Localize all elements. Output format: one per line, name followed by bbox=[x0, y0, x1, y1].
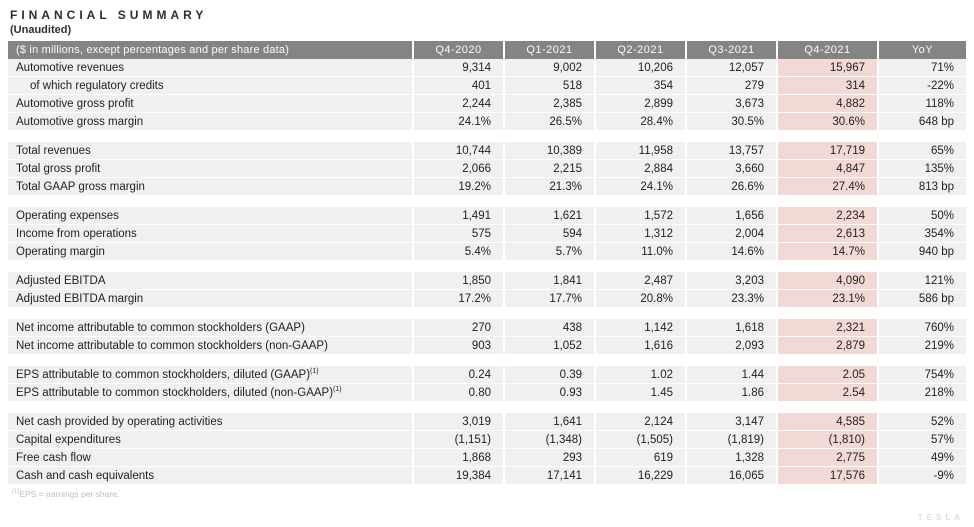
cell-value: 28.4% bbox=[596, 113, 687, 131]
section-gap bbox=[8, 261, 966, 272]
cell-value: 135% bbox=[879, 160, 966, 178]
cell-value: 14.7% bbox=[778, 243, 879, 261]
cell-value: 2,244 bbox=[414, 95, 505, 113]
cell-value: 1,328 bbox=[687, 449, 778, 467]
row-label: EPS attributable to common stockholders, diluted (non-GAAP)$^{(1)}$ bbox=[8, 384, 414, 402]
tesla-wordmark: TESLA bbox=[917, 513, 964, 522]
cell-value: 10,206 bbox=[596, 59, 687, 77]
column-header-q1-2021: Q1-2021 bbox=[505, 41, 596, 59]
cell-value: 594 bbox=[505, 225, 596, 243]
cell-value: 648 bp bbox=[879, 113, 966, 131]
cell-value: 65% bbox=[879, 142, 966, 160]
cell-value: 2,215 bbox=[505, 160, 596, 178]
cell-value: 619 bbox=[596, 449, 687, 467]
cell-value: -9% bbox=[879, 467, 966, 485]
section-gap bbox=[8, 196, 966, 207]
cell-value: 2,487 bbox=[596, 272, 687, 290]
table-row bbox=[8, 449, 966, 467]
cell-value: 1,841 bbox=[505, 272, 596, 290]
cell-value: 586 bp bbox=[879, 290, 966, 308]
row-label: Operating expenses bbox=[8, 207, 414, 225]
cell-value: 1,572 bbox=[596, 207, 687, 225]
cell-value: 2,234 bbox=[778, 207, 879, 225]
cell-value: 2.05 bbox=[778, 366, 879, 384]
cell-value: 17,141 bbox=[505, 467, 596, 485]
cell-value: 11,958 bbox=[596, 142, 687, 160]
cell-value: 17,576 bbox=[778, 467, 879, 485]
cell-value: 9,002 bbox=[505, 59, 596, 77]
cell-value: 1,142 bbox=[596, 319, 687, 337]
table-row bbox=[8, 319, 966, 337]
cell-value: 2,066 bbox=[414, 160, 505, 178]
row-label: Total gross profit bbox=[8, 160, 414, 178]
cell-value: 2,613 bbox=[778, 225, 879, 243]
cell-value: 27.4% bbox=[778, 178, 879, 196]
row-label: Income from operations bbox=[8, 225, 414, 243]
financial-summary-table bbox=[8, 41, 966, 485]
cell-value: (1,151) bbox=[414, 431, 505, 449]
cell-value: 438 bbox=[505, 319, 596, 337]
row-label: Adjusted EBITDA margin bbox=[8, 290, 414, 308]
cell-value: 0.80 bbox=[414, 384, 505, 402]
cell-value: 354% bbox=[879, 225, 966, 243]
cell-value: 50% bbox=[879, 207, 966, 225]
cell-value: 17.7% bbox=[505, 290, 596, 308]
section-gap bbox=[8, 131, 966, 142]
cell-value: 3,147 bbox=[687, 413, 778, 431]
cell-value: 21.3% bbox=[505, 178, 596, 196]
cell-value: 1,618 bbox=[687, 319, 778, 337]
cell-value: 314 bbox=[778, 77, 879, 95]
cell-value: 15,967 bbox=[778, 59, 879, 77]
cell-value: 813 bp bbox=[879, 178, 966, 196]
cell-value: (1,348) bbox=[505, 431, 596, 449]
cell-value: 16,229 bbox=[596, 467, 687, 485]
table-row bbox=[8, 142, 966, 160]
cell-value: (1,810) bbox=[778, 431, 879, 449]
cell-value: 4,585 bbox=[778, 413, 879, 431]
cell-value: 2,004 bbox=[687, 225, 778, 243]
section-gap bbox=[8, 308, 966, 319]
table-row bbox=[8, 160, 966, 178]
cell-value: 1,868 bbox=[414, 449, 505, 467]
footnote-text: EPS = earnings per share. bbox=[19, 489, 120, 499]
cell-value: 2.54 bbox=[778, 384, 879, 402]
table-row bbox=[8, 225, 966, 243]
cell-value: 24.1% bbox=[414, 113, 505, 131]
cell-value: 2,124 bbox=[596, 413, 687, 431]
cell-value: 354 bbox=[596, 77, 687, 95]
cell-value: 2,385 bbox=[505, 95, 596, 113]
cell-value: 1,312 bbox=[596, 225, 687, 243]
row-label: EPS attributable to common stockholders, diluted (GAAP)$^{(1)}$ bbox=[8, 366, 414, 384]
cell-value: 2,884 bbox=[596, 160, 687, 178]
cell-value: 1.02 bbox=[596, 366, 687, 384]
table-row bbox=[8, 431, 966, 449]
row-label: Free cash flow bbox=[8, 449, 414, 467]
row-label: Operating margin bbox=[8, 243, 414, 261]
cell-value: 1,621 bbox=[505, 207, 596, 225]
column-header-q4-2021: Q4-2021 bbox=[778, 41, 879, 59]
row-label: Cash and cash equivalents bbox=[8, 467, 414, 485]
column-header-q3-2021: Q3-2021 bbox=[687, 41, 778, 59]
table-body bbox=[8, 59, 966, 485]
footnote-superscript: (1) bbox=[12, 489, 20, 496]
page-title: FINANCIAL SUMMARY bbox=[10, 8, 208, 22]
cell-value: 26.6% bbox=[687, 178, 778, 196]
row-label: Total GAAP gross margin bbox=[8, 178, 414, 196]
row-label: of which regulatory credits bbox=[8, 77, 414, 95]
cell-value: 270 bbox=[414, 319, 505, 337]
cell-value: 19,384 bbox=[414, 467, 505, 485]
cell-value: 1,850 bbox=[414, 272, 505, 290]
cell-value: 293 bbox=[505, 449, 596, 467]
cell-value: 1,641 bbox=[505, 413, 596, 431]
cell-value: 14.6% bbox=[687, 243, 778, 261]
table-row bbox=[8, 337, 966, 355]
cell-value: 118% bbox=[879, 95, 966, 113]
table-header-label: ($ in millions, except percentages and per share data) bbox=[8, 41, 414, 59]
cell-value: 17.2% bbox=[414, 290, 505, 308]
row-label: Net income attributable to common stockholders (non-GAAP) bbox=[8, 337, 414, 355]
cell-value: 218% bbox=[879, 384, 966, 402]
cell-value: 1,656 bbox=[687, 207, 778, 225]
cell-value: 760% bbox=[879, 319, 966, 337]
cell-value: 940 bp bbox=[879, 243, 966, 261]
cell-value: 2,093 bbox=[687, 337, 778, 355]
cell-value: 12,057 bbox=[687, 59, 778, 77]
table-row bbox=[8, 243, 966, 261]
cell-value: 4,847 bbox=[778, 160, 879, 178]
row-label: Automotive revenues bbox=[8, 59, 414, 77]
cell-value: 575 bbox=[414, 225, 505, 243]
cell-value: 0.93 bbox=[505, 384, 596, 402]
cell-value: 4,090 bbox=[778, 272, 879, 290]
cell-value: 754% bbox=[879, 366, 966, 384]
table-row bbox=[8, 113, 966, 131]
cell-value: -22% bbox=[879, 77, 966, 95]
cell-value: 23.3% bbox=[687, 290, 778, 308]
section-gap bbox=[8, 402, 966, 413]
table-row bbox=[8, 467, 966, 485]
column-header-q2-2021: Q2-2021 bbox=[596, 41, 687, 59]
row-label: Total revenues bbox=[8, 142, 414, 160]
cell-value: 26.5% bbox=[505, 113, 596, 131]
row-label: Net cash provided by operating activities bbox=[8, 413, 414, 431]
page-subtitle: (Unaudited) bbox=[10, 24, 72, 36]
row-label: Automotive gross profit bbox=[8, 95, 414, 113]
cell-value: 19.2% bbox=[414, 178, 505, 196]
cell-value: 2,899 bbox=[596, 95, 687, 113]
table-row bbox=[8, 77, 966, 95]
table-row bbox=[8, 178, 966, 196]
row-label: Automotive gross margin bbox=[8, 113, 414, 131]
cell-value: 49% bbox=[879, 449, 966, 467]
cell-value: 2,879 bbox=[778, 337, 879, 355]
cell-value: 3,203 bbox=[687, 272, 778, 290]
cell-value: 279 bbox=[687, 77, 778, 95]
table-header-row bbox=[8, 41, 966, 59]
table-row bbox=[8, 272, 966, 290]
column-header-q4-2020: Q4-2020 bbox=[414, 41, 505, 59]
cell-value: 16,065 bbox=[687, 467, 778, 485]
row-label: Net income attributable to common stockholders (GAAP) bbox=[8, 319, 414, 337]
section-gap bbox=[8, 355, 966, 366]
cell-value: 17,719 bbox=[778, 142, 879, 160]
cell-value: 30.6% bbox=[778, 113, 879, 131]
cell-value: 3,019 bbox=[414, 413, 505, 431]
cell-value: 1,616 bbox=[596, 337, 687, 355]
cell-value: (1,505) bbox=[596, 431, 687, 449]
cell-value: 3,673 bbox=[687, 95, 778, 113]
row-label: Capital expenditures bbox=[8, 431, 414, 449]
table-row bbox=[8, 366, 966, 384]
table-row bbox=[8, 384, 966, 402]
cell-value: 1,491 bbox=[414, 207, 505, 225]
cell-value: 0.24 bbox=[414, 366, 505, 384]
cell-value: 20.8% bbox=[596, 290, 687, 308]
cell-value: 52% bbox=[879, 413, 966, 431]
cell-value: 1.44 bbox=[687, 366, 778, 384]
cell-value: 11.0% bbox=[596, 243, 687, 261]
cell-value: 5.7% bbox=[505, 243, 596, 261]
table-row bbox=[8, 95, 966, 113]
cell-value: 121% bbox=[879, 272, 966, 290]
cell-value: 2,775 bbox=[778, 449, 879, 467]
cell-value: 57% bbox=[879, 431, 966, 449]
cell-value: 1.86 bbox=[687, 384, 778, 402]
cell-value: 903 bbox=[414, 337, 505, 355]
table-row bbox=[8, 59, 966, 77]
cell-value: 30.5% bbox=[687, 113, 778, 131]
cell-value: 518 bbox=[505, 77, 596, 95]
cell-value: 23.1% bbox=[778, 290, 879, 308]
cell-value: 2,321 bbox=[778, 319, 879, 337]
cell-value: (1,819) bbox=[687, 431, 778, 449]
cell-value: 219% bbox=[879, 337, 966, 355]
table-row bbox=[8, 207, 966, 225]
cell-value: 24.1% bbox=[596, 178, 687, 196]
cell-value: 1.45 bbox=[596, 384, 687, 402]
cell-value: 9,314 bbox=[414, 59, 505, 77]
cell-value: 0.39 bbox=[505, 366, 596, 384]
cell-value: 13,757 bbox=[687, 142, 778, 160]
row-label: Adjusted EBITDA bbox=[8, 272, 414, 290]
column-header-yoy: YoY bbox=[879, 41, 966, 59]
cell-value: 71% bbox=[879, 59, 966, 77]
cell-value: 1,052 bbox=[505, 337, 596, 355]
eps-footnote bbox=[8, 489, 966, 499]
table-row bbox=[8, 290, 966, 308]
cell-value: 3,660 bbox=[687, 160, 778, 178]
cell-value: 10,389 bbox=[505, 142, 596, 160]
cell-value: 5.4% bbox=[414, 243, 505, 261]
cell-value: 401 bbox=[414, 77, 505, 95]
cell-value: 4,882 bbox=[778, 95, 879, 113]
table-row bbox=[8, 413, 966, 431]
cell-value: 10,744 bbox=[414, 142, 505, 160]
